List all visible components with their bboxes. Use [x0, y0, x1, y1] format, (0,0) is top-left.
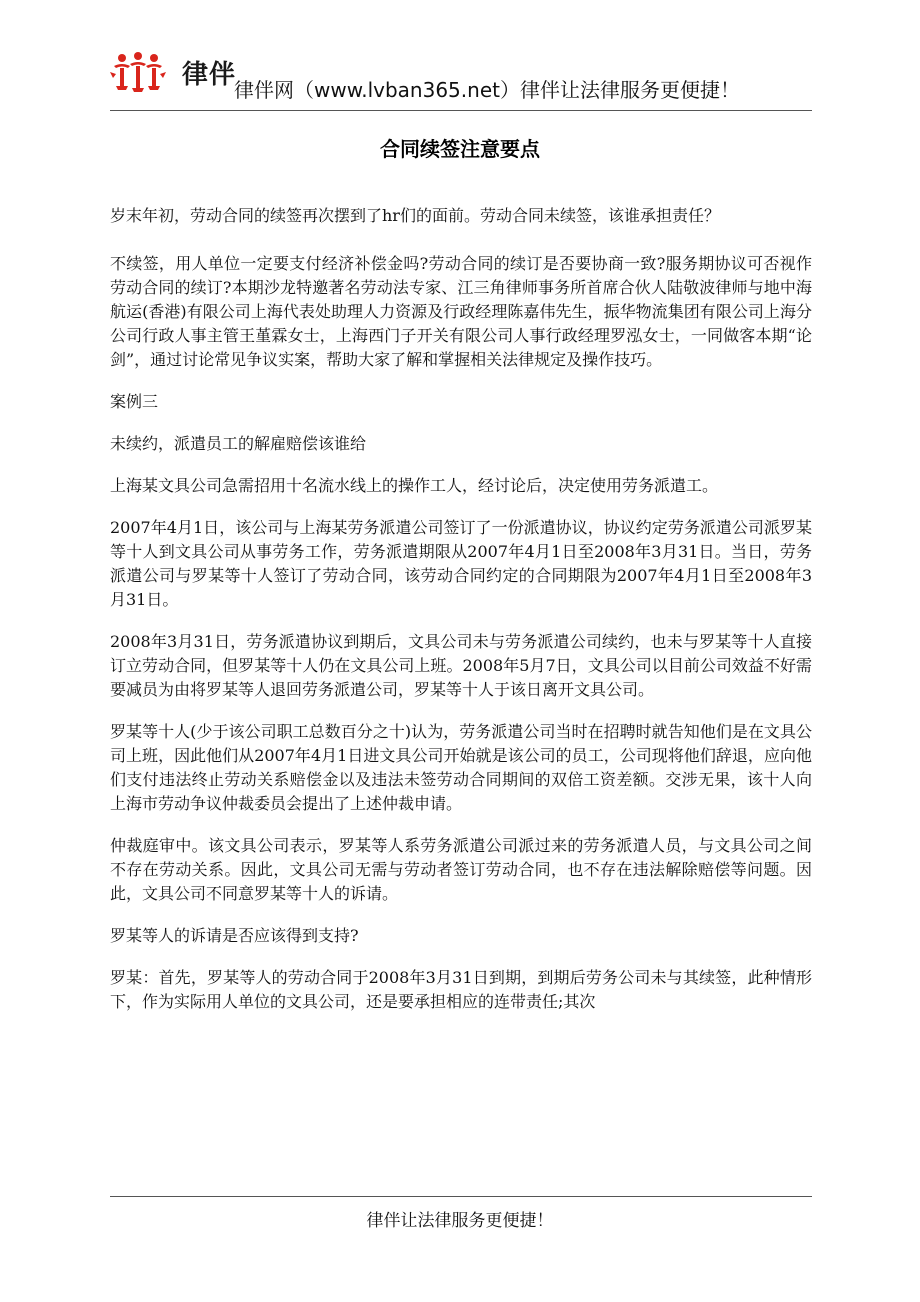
- paragraph: 上海某文具公司急需招用十名流水线上的操作工人，经讨论后，决定使用劳务派遣工。: [110, 476, 719, 495]
- header-divider: [110, 110, 812, 111]
- page-header: [110, 52, 812, 110]
- paragraph: 罗某：首先，罗某等人的劳动合同于2008年3月31日到期，到期后劳务公司未与其续签，此种情形下，作为实际用人单位的文具公司，还是要承担相应的连带责任;其次: [110, 968, 812, 1011]
- document-title: 合同续签注意要点: [380, 137, 540, 162]
- logo-text: 律伴: [182, 59, 237, 90]
- paragraph: 案例三: [110, 392, 159, 411]
- paragraph: 罗某等十人(少于该公司职工总数百分之十)认为，劳务派遣公司当时在招聘时就告知他们是在文具公司上班，因此他们从2007年4月1日进文具公司开始就是该公司的员工，公司现将他们辞退，应向他们支付违法终止劳动关系赔偿金以及违法未签劳动合同期间的双倍工资差额。交涉无果，该十人向上海市劳动争议仲裁委员会提出了上述仲裁申请。: [110, 722, 812, 813]
- document-body: [110, 200, 812, 1032]
- lvban-logo-icon: [110, 52, 178, 92]
- logo: [110, 52, 236, 92]
- footer-divider: [110, 1196, 812, 1197]
- paragraph: 2008年3月31日，劳务派遣协议到期后，文具公司未与劳务派遣公司续约，也未与罗某等十人直接订立劳动合同，但罗某等十人仍在文具公司上班。2008年5月7日，文具公司以目前公司效益不好需要减员为由将罗某等人退回劳务派遣公司，罗某等十人于该日离开文具公司。: [110, 632, 812, 699]
- header-slogan: 律伴网（www.lvban365.net）律伴让法律服务更便捷！: [234, 78, 740, 102]
- paragraph: 罗某等人的诉请是否应该得到支持?: [110, 926, 359, 945]
- paragraph: 仲裁庭审中。该文具公司表示，罗某等人系劳务派遣公司派过来的劳务派遣人员，与文具公司之间不存在劳动关系。因此，文具公司无需与劳动者签订劳动合同，也不存在违法解除赔偿等问题。因此，文具公司不同意罗某等十人的诉请。: [110, 836, 812, 903]
- page-footer: 律伴让法律服务更便捷！: [366, 1211, 554, 1231]
- paragraph: 2007年4月1日，该公司与上海某劳务派遣公司签订了一份派遣协议，协议约定劳务派遣公司派罗某等十人到文具公司从事劳务工作，劳务派遣期限从2007年4月1日至2008年3月31日。当日，劳务派遣公司与罗某等十人签订了劳动合同，该劳动合同约定的合同期限为2007年4月1日至2008年3月31日。: [110, 518, 812, 609]
- paragraph: 未续约，派遣员工的解雇赔偿该谁给: [110, 434, 367, 453]
- paragraph: 岁末年初，劳动合同的续签再次摆到了hr们的面前。劳动合同未续签，该谁承担责任？: [110, 206, 720, 225]
- paragraph: 不续签，用人单位一定要支付经济补偿金吗?劳动合同的续订是否要协商一致?服务期协议可否视作劳动合同的续订?本期沙龙特邀著名劳动法专家、江三角律师事务所首席合伙人陆敬波律师与地中海航运(香港)有限公司上海代表处助理人力资源及行政经理陈嘉伟先生，振华物流集团有限公司上海分公司行政人事主管王堇霖女士，上海西门子开关有限公司人事行政经理罗泓女士，一同做客本期“论剑”，通过讨论常见争议实案，帮助大家了解和掌握相关法律规定及操作技巧。: [110, 254, 812, 369]
